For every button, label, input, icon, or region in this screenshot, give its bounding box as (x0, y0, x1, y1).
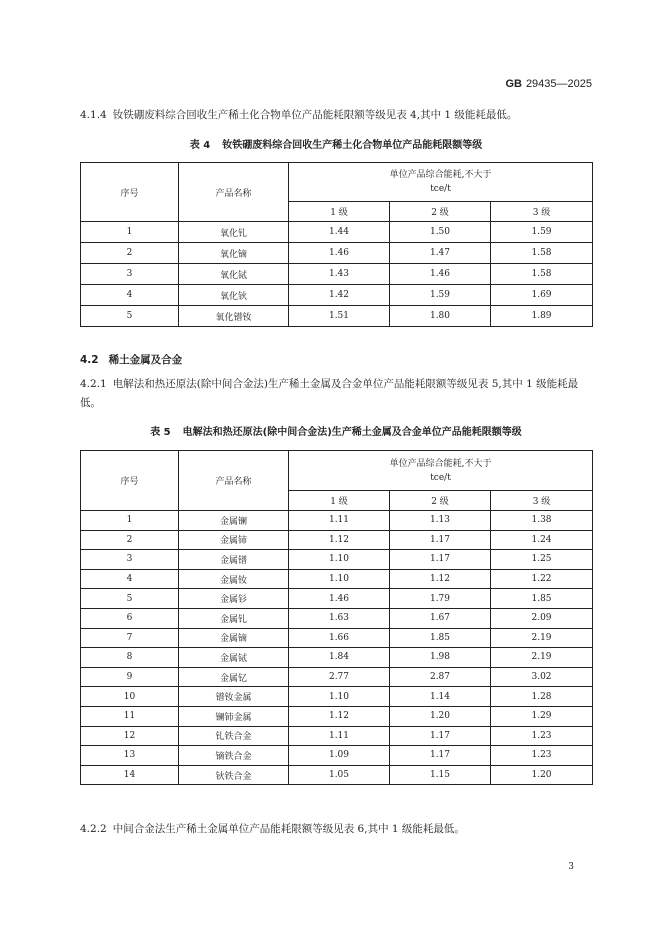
table-row (81, 285, 593, 306)
grade1-cell: 1.51 (289, 306, 390, 327)
product-name-cell: 金属铽 (179, 648, 289, 668)
grade1-cell: 1.46 (289, 589, 390, 609)
grade1-cell: 1.66 (289, 628, 390, 648)
grade1-cell: 1.12 (289, 530, 390, 550)
table5-header-energy-label: 单位产品综合能耗,不大于 (389, 458, 492, 469)
grade2-cell: 1.17 (390, 550, 491, 570)
product-name-cell: 氧化铽 (179, 264, 289, 285)
seq-cell: 10 (81, 687, 179, 707)
clause-4-2-2 (80, 820, 592, 839)
table4-header-grade3: 3 级 (491, 202, 593, 222)
standard-id (505, 78, 592, 90)
clause-text: 钕铁硼废料综合回收生产稀土化合物单位产品能耗限额等级见表 4,其中 1 级能耗最低。 (112, 109, 518, 121)
grade3-cell: 1.20 (491, 765, 593, 785)
grade1-cell: 1.46 (289, 243, 390, 264)
grade1-cell: 1.44 (289, 222, 390, 243)
table-row (81, 667, 593, 687)
grade1-cell: 1.63 (289, 608, 390, 628)
table5-title: 电解法和热还原法(除中间合金法)生产稀土金属及合金单位产品能耗限额等级 (182, 427, 522, 438)
table4-header-seq: 序号 (81, 163, 179, 222)
table-row (81, 746, 593, 766)
product-name-cell: 金属钐 (179, 589, 289, 609)
product-name-cell: 金属镧 (179, 511, 289, 531)
table-row (81, 550, 593, 570)
seq-cell: 1 (81, 222, 179, 243)
product-name-cell: 镧铈金属 (179, 706, 289, 726)
product-name-cell: 金属钆 (179, 608, 289, 628)
grade2-cell: 1.17 (390, 726, 491, 746)
grade2-cell: 1.20 (390, 706, 491, 726)
table-row (81, 530, 593, 550)
seq-cell: 2 (81, 243, 179, 264)
seq-cell: 9 (81, 667, 179, 687)
grade2-cell: 1.15 (390, 765, 491, 785)
table4-header-energy-label: 单位产品综合能耗,不大于 (389, 170, 492, 180)
product-name-cell: 金属钕 (179, 569, 289, 589)
grade3-cell: 1.23 (491, 746, 593, 766)
grade1-cell: 1.10 (289, 687, 390, 707)
table4 (80, 162, 593, 327)
seq-cell: 3 (81, 550, 179, 570)
clause-number: 4.2.2 (80, 823, 107, 835)
grade2-cell: 2.87 (390, 667, 491, 687)
grade1-cell: 1.05 (289, 765, 390, 785)
table4-header-grade1: 1 级 (289, 202, 390, 222)
grade2-cell: 1.14 (390, 687, 491, 707)
table-row (81, 687, 593, 707)
grade3-cell: 1.58 (491, 243, 593, 264)
table-row (81, 264, 593, 285)
standard-number: 29435—2025 (525, 78, 592, 90)
grade1-cell: 1.10 (289, 550, 390, 570)
grade3-cell: 1.24 (491, 530, 593, 550)
table4-caption (80, 136, 592, 151)
seq-cell: 3 (81, 264, 179, 285)
clause-text: 电解法和热还原法(除中间合金法)生产稀土金属及合金单位产品能耗限额等级见表 5,其中 1 级能耗最低。 (80, 378, 579, 409)
table-row (81, 589, 593, 609)
seq-cell: 14 (81, 765, 179, 785)
table5-header-grade2: 2 级 (390, 491, 491, 511)
clause-number: 4.1.4 (80, 109, 107, 121)
grade2-cell: 1.17 (390, 530, 491, 550)
grade3-cell: 1.69 (491, 285, 593, 306)
table-row (81, 243, 593, 264)
table-row (81, 511, 593, 531)
grade1-cell: 1.10 (289, 569, 390, 589)
grade3-cell: 1.22 (491, 569, 593, 589)
section-title: 稀土金属及合金 (108, 354, 183, 366)
clause-4-1-4 (80, 106, 592, 125)
product-name-cell: 金属钇 (179, 667, 289, 687)
grade3-cell: 1.58 (491, 264, 593, 285)
table5-header-name: 产品名称 (179, 451, 289, 511)
grade3-cell: 2.09 (491, 608, 593, 628)
grade3-cell: 3.02 (491, 667, 593, 687)
table4-header-unit: tce/t (430, 184, 451, 194)
product-name-cell: 金属镝 (179, 628, 289, 648)
table-row (81, 628, 593, 648)
table-row (81, 706, 593, 726)
grade2-cell: 1.50 (390, 222, 491, 243)
table5-header-seq: 序号 (81, 451, 179, 511)
grade3-cell: 1.28 (491, 687, 593, 707)
grade1-cell: 1.11 (289, 511, 390, 531)
table-row (81, 569, 593, 589)
grade3-cell: 2.19 (491, 628, 593, 648)
grade2-cell: 1.12 (390, 569, 491, 589)
seq-cell: 5 (81, 589, 179, 609)
table4-header-energy (289, 163, 593, 202)
seq-cell: 12 (81, 726, 179, 746)
seq-cell: 7 (81, 628, 179, 648)
table-row (81, 222, 593, 243)
table5-label: 表 5 (150, 427, 171, 438)
product-name-cell: 钆铁合金 (179, 726, 289, 746)
product-name-cell: 钬铁合金 (179, 765, 289, 785)
grade3-cell: 1.59 (491, 222, 593, 243)
seq-cell: 4 (81, 285, 179, 306)
table-row (81, 765, 593, 785)
product-name-cell: 镨钕金属 (179, 687, 289, 707)
table5-header-energy (289, 451, 593, 491)
product-name-cell: 氧化钆 (179, 222, 289, 243)
seq-cell: 8 (81, 648, 179, 668)
grade1-cell: 1.09 (289, 746, 390, 766)
clause-text: 中间合金法生产稀土金属单位产品能耗限额等级见表 6,其中 1 级能耗最低。 (112, 823, 465, 835)
standard-prefix: GB (505, 78, 522, 90)
grade2-cell: 1.67 (390, 608, 491, 628)
table-row (81, 306, 593, 327)
grade1-cell: 1.43 (289, 264, 390, 285)
seq-cell: 1 (81, 511, 179, 531)
grade1-cell: 1.12 (289, 706, 390, 726)
grade2-cell: 1.17 (390, 746, 491, 766)
grade2-cell: 1.13 (390, 511, 491, 531)
seq-cell: 5 (81, 306, 179, 327)
seq-cell: 6 (81, 608, 179, 628)
clause-number: 4.2.1 (80, 378, 107, 390)
seq-cell: 2 (81, 530, 179, 550)
grade3-cell: 1.29 (491, 706, 593, 726)
grade2-cell: 1.46 (390, 264, 491, 285)
grade2-cell: 1.47 (390, 243, 491, 264)
section-number: 4.2 (80, 354, 99, 366)
product-name-cell: 氧化钬 (179, 285, 289, 306)
product-name-cell: 氧化镝 (179, 243, 289, 264)
table4-header-name: 产品名称 (179, 163, 289, 222)
seq-cell: 13 (81, 746, 179, 766)
grade3-cell: 1.23 (491, 726, 593, 746)
section-4-2-heading (80, 352, 182, 367)
product-name-cell: 氧化镨钕 (179, 306, 289, 327)
table4-title: 钕铁硼废料综合回收生产稀土化合物单位产品能耗限额等级 (222, 140, 483, 151)
table4-header-grade2: 2 级 (390, 202, 491, 222)
product-name-cell: 镝铁合金 (179, 746, 289, 766)
grade1-cell: 1.84 (289, 648, 390, 668)
table5 (80, 450, 593, 785)
grade2-cell: 1.59 (390, 285, 491, 306)
page-number: 3 (568, 862, 574, 872)
table-row (81, 608, 593, 628)
grade2-cell: 1.85 (390, 628, 491, 648)
grade1-cell: 1.11 (289, 726, 390, 746)
table5-header-grade3: 3 级 (491, 491, 593, 511)
table5-caption (80, 423, 592, 438)
grade2-cell: 1.80 (390, 306, 491, 327)
clause-4-2-1 (80, 375, 592, 413)
grade3-cell: 1.38 (491, 511, 593, 531)
table4-label: 表 4 (189, 140, 211, 151)
table5-header-unit: tce/t (430, 472, 451, 483)
grade3-cell: 1.25 (491, 550, 593, 570)
seq-cell: 4 (81, 569, 179, 589)
seq-cell: 11 (81, 706, 179, 726)
product-name-cell: 金属镨 (179, 550, 289, 570)
grade2-cell: 1.98 (390, 648, 491, 668)
grade1-cell: 2.77 (289, 667, 390, 687)
grade3-cell: 2.19 (491, 648, 593, 668)
table-row (81, 648, 593, 668)
table-row (81, 726, 593, 746)
grade3-cell: 1.85 (491, 589, 593, 609)
grade3-cell: 1.89 (491, 306, 593, 327)
table5-header-grade1: 1 级 (289, 491, 390, 511)
grade2-cell: 1.79 (390, 589, 491, 609)
product-name-cell: 金属铈 (179, 530, 289, 550)
grade1-cell: 1.42 (289, 285, 390, 306)
